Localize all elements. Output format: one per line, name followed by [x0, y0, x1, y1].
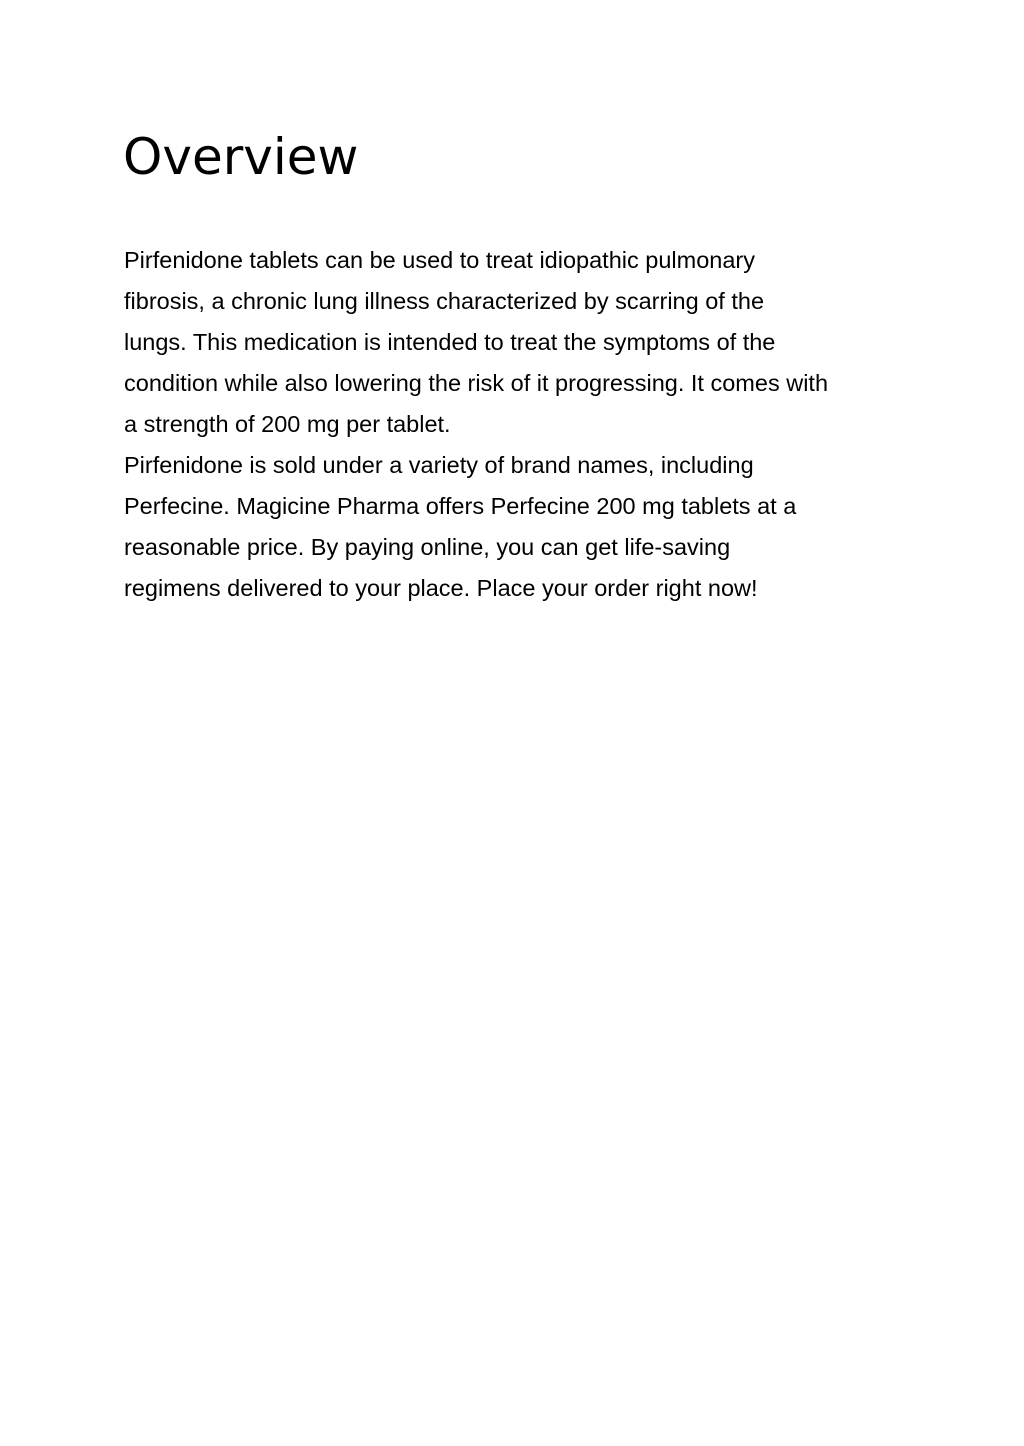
body-line-6: Pirfenidone is sold under a variety of brand names, including: [124, 452, 754, 478]
body-line-9: regimens delivered to your place. Place your order right now!: [124, 575, 758, 601]
body-line-4: condition while also lowering the risk of it progressing. It comes with: [124, 370, 829, 396]
page-title: Overview: [123, 128, 359, 186]
overview-body: [124, 240, 924, 609]
body-line-2: fibrosis, a chronic lung illness characterized by scarring of the: [124, 288, 765, 314]
body-line-3: lungs. This medication is intended to treat the symptoms of the: [124, 329, 776, 355]
body-line-5: a strength of 200 mg per tablet.: [124, 411, 451, 437]
body-line-8: reasonable price. By paying online, you can get life-saving: [124, 534, 731, 560]
body-line-1: Pirfenidone tablets can be used to treat idiopathic pulmonary: [124, 247, 755, 273]
body-line-7: Perfecine. Magicine Pharma offers Perfecine 200 mg tablets at a: [124, 493, 797, 519]
